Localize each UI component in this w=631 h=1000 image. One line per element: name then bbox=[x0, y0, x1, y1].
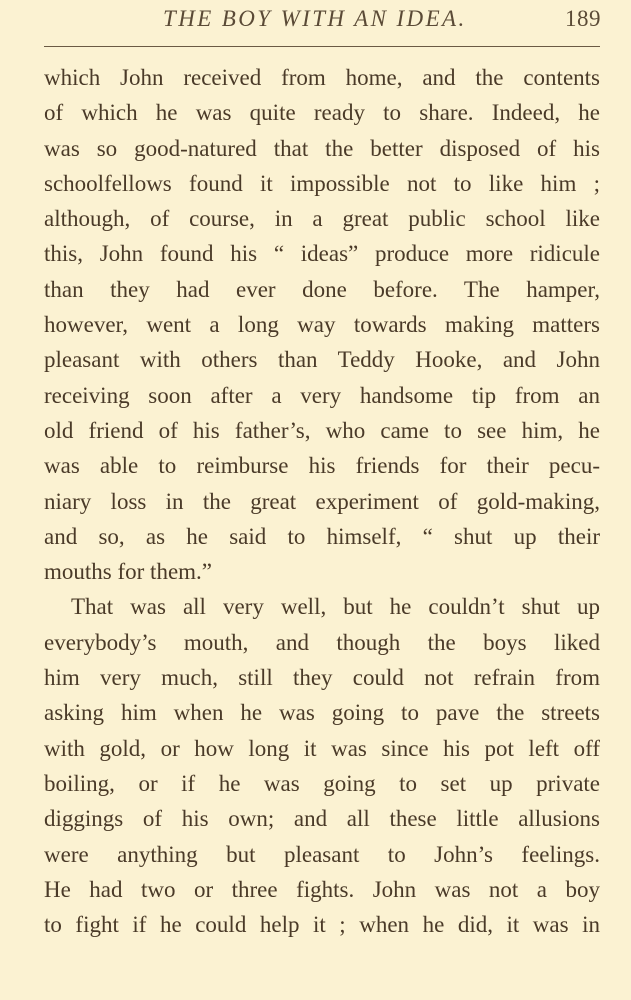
page-number: 189 bbox=[565, 6, 601, 31]
text-line: old friend of his father’s, who came to see him, he bbox=[44, 417, 600, 443]
text-line: pleasant with others than Teddy Hooke, and John bbox=[44, 347, 600, 373]
running-title: THE BOY WITH AN IDEA. bbox=[163, 6, 467, 31]
text-line: than they had ever done before. The hamper, bbox=[44, 276, 600, 302]
text-line: boiling, or if he was going to set up private bbox=[44, 770, 600, 796]
text-line: was so good-natured that the better disposed of his bbox=[44, 135, 600, 161]
text-line: with gold, or how long it was since his pot left off bbox=[44, 735, 600, 761]
text-line: of which he was quite ready to share. Indeed, he bbox=[44, 100, 600, 126]
text-line: was able to reimburse his friends for their pecu- bbox=[44, 453, 600, 479]
text-line: him very much, still they could not refrain from bbox=[44, 665, 600, 691]
text-line: mouths for them.” bbox=[44, 559, 212, 585]
text-line: everybody’s mouth, and though the boys liked bbox=[44, 629, 600, 655]
text-line: schoolfellows found it impossible not to like him ; bbox=[44, 170, 600, 196]
text-line: receiving soon after a very handsome tip from an bbox=[44, 382, 600, 408]
text-line: which John received from home, and the contents bbox=[44, 65, 600, 90]
text-line: to fight if he could help it ; when he did, it was in bbox=[44, 912, 600, 938]
text-line: although, of course, in a great public school like bbox=[44, 206, 600, 232]
text-line: diggings of his own; and all these little allusions bbox=[44, 806, 600, 832]
header-rule bbox=[44, 46, 600, 47]
text-line: this, John found his “ ideas” produce more ridicule bbox=[44, 241, 600, 267]
body-text bbox=[44, 60, 600, 942]
text-line: and so, as he said to himself, “ shut up their bbox=[44, 523, 600, 549]
text-line: niary loss in the great experiment of gold-making, bbox=[44, 488, 600, 514]
text-line: He had two or three fights. John was not a boy bbox=[44, 876, 600, 902]
text-line: That was all very well, but he couldn’t shut up bbox=[71, 594, 600, 620]
text-line: asking him when he was going to pave the streets bbox=[44, 700, 600, 726]
text-line: were anything but pleasant to John’s feelings. bbox=[44, 841, 600, 867]
text-line: however, went a long way towards making matters bbox=[44, 312, 600, 338]
page-header bbox=[0, 4, 631, 40]
